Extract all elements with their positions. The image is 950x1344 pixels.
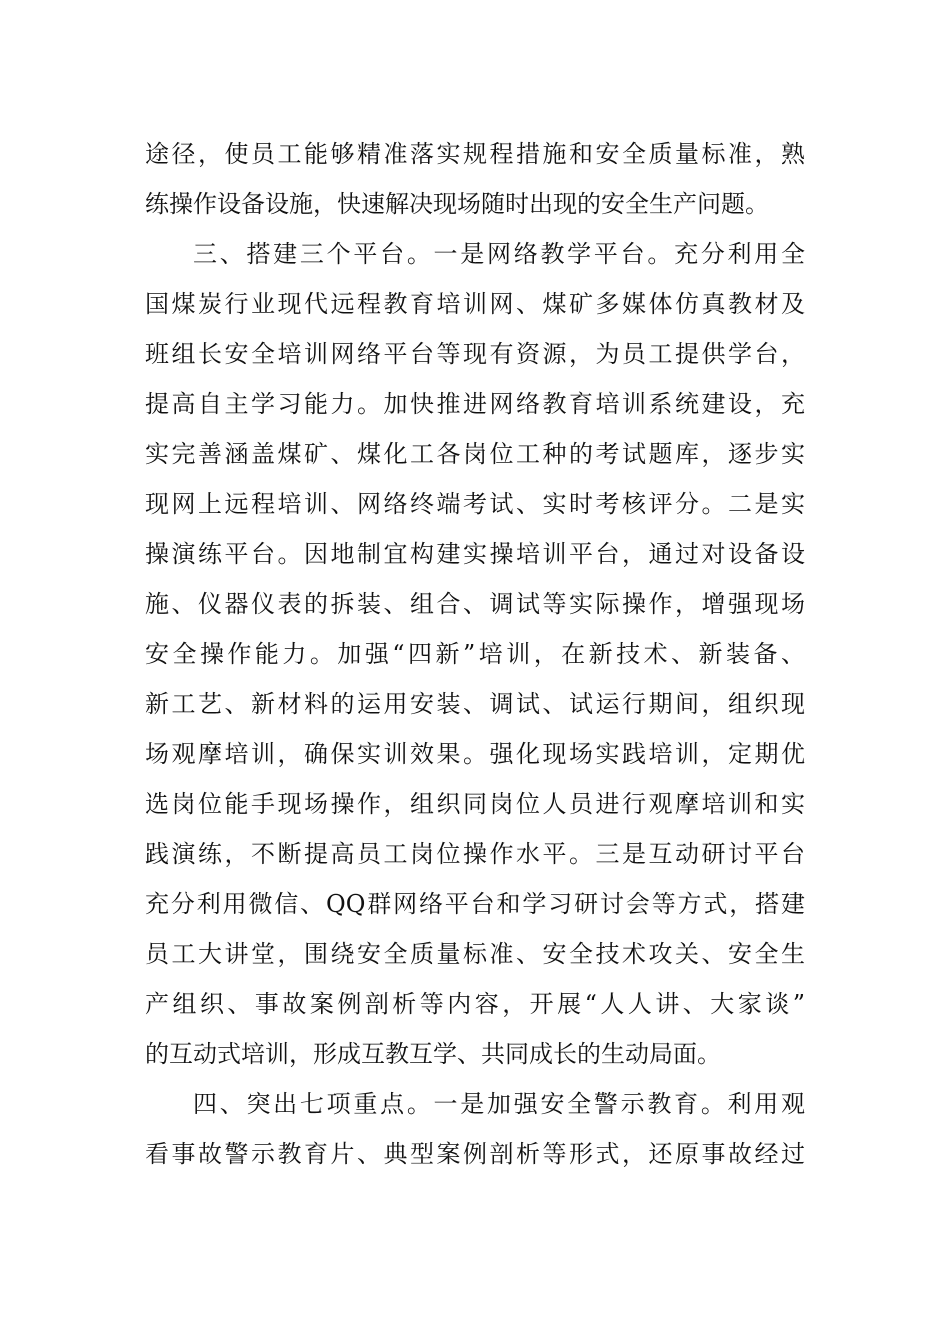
text-line: 国煤炭行业现代远程教育培训网、煤矿多媒体仿真教材及 — [145, 290, 805, 318]
text-line: 的互动式培训，形成互教互学、共同成长的生动局面。 — [145, 1040, 721, 1068]
body-text — [145, 129, 805, 1179]
text-line: 实完善涵盖煤矿、煤化工各岗位工种的考试题库，逐步实 — [145, 440, 805, 468]
text-line: 安全操作能力。加强“四新”培训，在新技术、新装备、 — [145, 640, 805, 668]
text-line: 场观摩培训，确保实训效果。强化现场实践培训，定期优 — [145, 740, 805, 768]
text-line: 班组长安全培训网络平台等现有资源，为员工提供学台， — [145, 340, 805, 368]
text-line: 员工大讲堂，围绕安全质量标准、安全技术攻关、安全生 — [145, 940, 805, 968]
text-line: 践演练，不断提高员工岗位操作水平。三是互动研讨平台 — [145, 840, 805, 868]
text-line: 新工艺、新材料的运用安装、调试、试运行期间，组织现 — [145, 690, 805, 718]
text-line: 施、仪器仪表的拆装、组合、调试等实际操作，增强现场 — [145, 590, 805, 618]
text-line: 充分利用微信、QQ群网络平台和学习研讨会等方式，搭建 — [145, 890, 805, 918]
text-line: 产组织、事故案例剖析等内容，开展“人人讲、大家谈” — [145, 990, 805, 1018]
text-line: 选岗位能手现场操作，组织同岗位人员进行观摩培训和实 — [145, 790, 805, 818]
text-line: 看事故警示教育片、典型案例剖析等形式，还原事故经过 — [145, 1140, 805, 1168]
text-line: 现网上远程培训、网络终端考试、实时考核评分。二是实 — [145, 490, 805, 518]
text-line: 练操作设备设施，快速解决现场随时出现的安全生产问题。 — [145, 190, 769, 218]
section-heading-line: 四、突出七项重点。一是加强安全警示教育。利用观 — [193, 1090, 805, 1118]
section-heading-line: 三、搭建三个平台。一是网络教学平台。充分利用全 — [193, 240, 805, 268]
text-line: 途径，使员工能够精准落实规程措施和安全质量标准，熟 — [145, 140, 805, 168]
text-line: 提高自主学习能力。加快推进网络教育培训系统建设，充 — [145, 390, 805, 418]
text-line: 操演练平台。因地制宜构建实操培训平台，通过对设备设 — [145, 540, 805, 568]
